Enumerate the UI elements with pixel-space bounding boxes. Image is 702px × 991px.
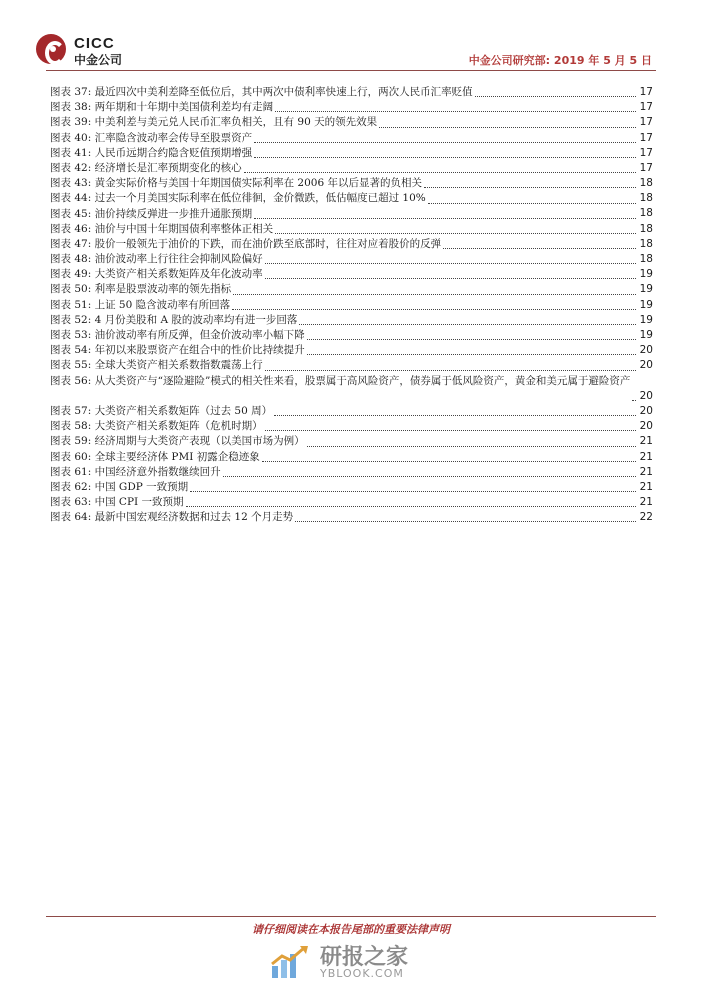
figure-title: 油价持续反弹进一步推升通胀预期 — [94, 207, 253, 220]
dot-leader — [475, 96, 636, 97]
toc-entry[interactable] — [50, 374, 653, 404]
page-number: 21 — [638, 434, 653, 449]
page-number: 21 — [638, 465, 653, 480]
toc-entry[interactable] — [50, 465, 653, 480]
dot-leader — [233, 294, 636, 295]
toc-entry[interactable] — [50, 495, 653, 510]
toc-entry[interactable] — [50, 222, 653, 237]
figure-title: 从大类资产与“逐险避险”模式的相关性来看，股票属于高风险资产，债券属于低风险资产，黄金和美元属于避险资产 — [94, 374, 631, 387]
dot-leader — [190, 491, 635, 492]
figure-title: 经济增长是汇率预期变化的核心 — [94, 161, 242, 174]
dot-leader — [244, 172, 636, 173]
figure-title: 全球主要经济体 PMI 初露企稳迹象 — [94, 450, 260, 463]
figure-title: 油价与中国十年期国债利率整体正相关 — [94, 222, 274, 235]
toc-entry[interactable] — [50, 419, 653, 434]
dot-leader — [295, 521, 635, 522]
dot-leader — [443, 248, 636, 249]
figure-number: 图表 53: — [50, 329, 92, 341]
figure-title: 利率是股票波动率的领先指标 — [94, 283, 232, 296]
figure-title: 上证 50 隐含波动率有所回落 — [94, 298, 231, 311]
figure-number: 图表 43: — [50, 177, 92, 190]
toc-entry[interactable] — [50, 267, 653, 282]
dot-leader — [379, 127, 635, 128]
figure-title: 中美利差与美元兑人民币汇率负相关，且有 90 天的领先效果 — [94, 116, 378, 129]
figure-number: 图表 61: — [50, 465, 92, 478]
toc-entry[interactable] — [50, 510, 653, 525]
dot-leader — [186, 506, 636, 507]
dot-leader — [424, 187, 636, 188]
figure-number: 图表 38: — [50, 101, 92, 114]
page-number: 19 — [638, 282, 653, 297]
dot-leader — [223, 476, 636, 477]
figure-number: 图表 59: — [50, 435, 92, 448]
page-number: 18 — [638, 222, 653, 237]
figure-number: 图表 51: — [50, 298, 92, 311]
toc-entry[interactable] — [50, 313, 653, 328]
dot-leader — [307, 339, 636, 340]
page-number: 19 — [638, 313, 653, 328]
figure-number: 图表 45: — [50, 207, 92, 220]
figure-number: 图表 50: — [50, 283, 92, 296]
figure-title: 中国 CPI 一致预期 — [94, 496, 184, 509]
toc-entry[interactable] — [50, 191, 653, 206]
figure-number: 图表 64: — [50, 511, 92, 524]
toc-entry[interactable] — [50, 343, 653, 358]
page-number: 21 — [638, 495, 653, 510]
toc-entry[interactable] — [50, 298, 653, 313]
figure-number: 图表 60: — [50, 450, 92, 463]
toc-entry[interactable] — [50, 404, 653, 419]
figure-title: 年初以来股票资产在组合中的性价比持续提升 — [94, 344, 305, 357]
page-number: 20 — [638, 389, 653, 404]
dot-leader — [275, 111, 636, 112]
page-number: 19 — [638, 267, 653, 282]
logo-chinese: 中金公司 — [74, 53, 123, 67]
toc-entry[interactable] — [50, 176, 653, 191]
toc-entry[interactable] — [50, 450, 653, 465]
toc-entry[interactable] — [50, 146, 653, 161]
page-number: 18 — [638, 237, 653, 252]
figure-number: 图表 62: — [50, 480, 92, 493]
figure-title: 中国 GDP 一致预期 — [94, 480, 189, 493]
page-number: 19 — [638, 298, 653, 313]
toc-entry[interactable] — [50, 480, 653, 495]
watermark-text: 研报之家 — [320, 945, 409, 970]
toc-entry[interactable] — [50, 85, 653, 100]
figure-title: 4 月份美股和 A 股的波动率均有进一步回落 — [94, 313, 298, 326]
toc-entry[interactable] — [50, 434, 653, 449]
page-number: 18 — [638, 252, 653, 267]
figure-title: 大类资产相关系数矩阵（危机时期） — [94, 420, 263, 433]
page-number: 18 — [638, 206, 653, 221]
watermark-url: YBLOOK.COM — [320, 967, 404, 980]
toc-entry[interactable] — [50, 207, 653, 222]
report-date: 中金公司研究部: 2019 年 5 月 5 日 — [468, 54, 652, 67]
figure-title: 大类资产相关系数矩阵及年化波动率 — [94, 268, 263, 281]
figure-title: 中国经济意外指数继续回升 — [94, 465, 221, 478]
page-header — [0, 0, 702, 72]
page-number: 17 — [638, 100, 653, 115]
figure-title: 最新中国宏观经济数据和过去 12 个月走势 — [94, 511, 294, 524]
dot-leader — [428, 203, 636, 204]
page-number: 17 — [638, 146, 653, 161]
figure-number: 图表 56: — [50, 374, 92, 387]
page-number: 20 — [638, 419, 653, 434]
toc-entry[interactable] — [50, 115, 653, 130]
figure-title: 油价波动率上行往往会抑制风险偏好 — [94, 253, 263, 266]
dot-leader — [265, 278, 636, 279]
header-divider — [46, 70, 656, 71]
figure-number: 图表 42: — [50, 161, 92, 174]
figure-number: 图表 40: — [50, 131, 92, 144]
page-number: 17 — [638, 85, 653, 100]
figure-number: 图表 37: — [50, 86, 92, 98]
figure-title: 汇率隐含波动率会传导至股票资产 — [94, 131, 253, 144]
dot-leader — [262, 461, 636, 462]
dot-leader — [232, 309, 635, 310]
dot-leader — [632, 400, 635, 401]
figure-number: 图表 44: — [50, 192, 92, 205]
figure-number: 图表 54: — [50, 344, 92, 357]
toc-entry[interactable] — [50, 237, 653, 252]
toc-entry[interactable] — [50, 358, 653, 373]
figure-title: 两年期和十年期中美国债利差均有走阔 — [94, 101, 274, 114]
page-number: 18 — [638, 191, 653, 206]
figure-number: 图表 63: — [50, 496, 92, 509]
figure-title: 全球大类资产相关系数指数震荡上行 — [94, 359, 263, 372]
dot-leader — [307, 446, 636, 447]
figure-title: 油价波动率有所反弹，但金价波动率小幅下降 — [94, 329, 305, 341]
figure-title: 黄金实际价格与美国十年期国债实际利率在 2006 年以后显著的负相关 — [94, 177, 422, 190]
dot-leader — [254, 142, 636, 143]
dot-leader — [274, 415, 635, 416]
toc-entry[interactable] — [50, 131, 653, 146]
figure-title: 股价一般领先于油价的下跌，而在油价跌至底部时，往往对应着股价的反弹 — [94, 237, 442, 250]
toc-entry[interactable] — [50, 252, 653, 267]
figure-title: 人民币远期合约隐含贬值预期增强 — [94, 146, 253, 159]
toc-entry[interactable] — [50, 282, 653, 297]
page-number: 21 — [638, 480, 653, 495]
figure-number: 图表 48: — [50, 253, 92, 266]
figure-title: 最近四次中美利差降至低位后，其中两次中债利率快速上行，两次人民币汇率贬值 — [94, 86, 473, 98]
page-number: 22 — [638, 510, 653, 525]
watermark — [270, 940, 470, 984]
footer-divider — [46, 916, 656, 917]
figure-title: 经济周期与大类资产表现（以美国市场为例） — [94, 435, 305, 448]
page-number: 17 — [638, 131, 653, 146]
dot-leader — [265, 370, 636, 371]
figure-number: 图表 46: — [50, 222, 92, 235]
figure-number: 图表 55: — [50, 359, 92, 372]
dot-leader — [265, 430, 636, 431]
figure-number: 图表 39: — [50, 116, 92, 129]
figure-title: 过去一个月美国实际利率在低位徘徊，金价微跌，低估幅度已超过 10% — [94, 192, 426, 205]
page-number: 19 — [638, 328, 653, 343]
page-number: 17 — [638, 161, 653, 176]
figure-number: 图表 52: — [50, 313, 92, 326]
figure-title: 大类资产相关系数矩阵（过去 50 周） — [94, 404, 273, 417]
dot-leader — [265, 263, 636, 264]
dot-leader — [254, 157, 636, 158]
dot-leader — [254, 218, 636, 219]
toc-entry[interactable] — [50, 100, 653, 115]
figure-number: 图表 58: — [50, 420, 92, 433]
page-number: 20 — [638, 404, 653, 419]
toc-entry[interactable] — [50, 328, 653, 343]
legal-notice: 请仔细阅读在本报告尾部的重要法律声明 — [252, 923, 450, 936]
dot-leader — [307, 354, 636, 355]
figure-number: 图表 41: — [50, 146, 92, 159]
page-number: 20 — [638, 358, 653, 373]
cicc-logo — [36, 34, 132, 66]
figure-number: 图表 47: — [50, 237, 92, 250]
watermark-chart-icon — [270, 944, 312, 980]
page-number: 20 — [638, 343, 653, 358]
logo-english: CICC — [74, 35, 115, 52]
page-number: 17 — [638, 115, 653, 130]
figure-number: 图表 57: — [50, 404, 92, 417]
dot-leader — [299, 324, 635, 325]
page-number: 21 — [638, 450, 653, 465]
table-of-figures — [50, 85, 653, 525]
toc-entry[interactable] — [50, 161, 653, 176]
dot-leader — [275, 233, 636, 234]
cicc-logo-icon — [36, 34, 66, 64]
page-number: 18 — [638, 176, 653, 191]
figure-number: 图表 49: — [50, 268, 92, 281]
